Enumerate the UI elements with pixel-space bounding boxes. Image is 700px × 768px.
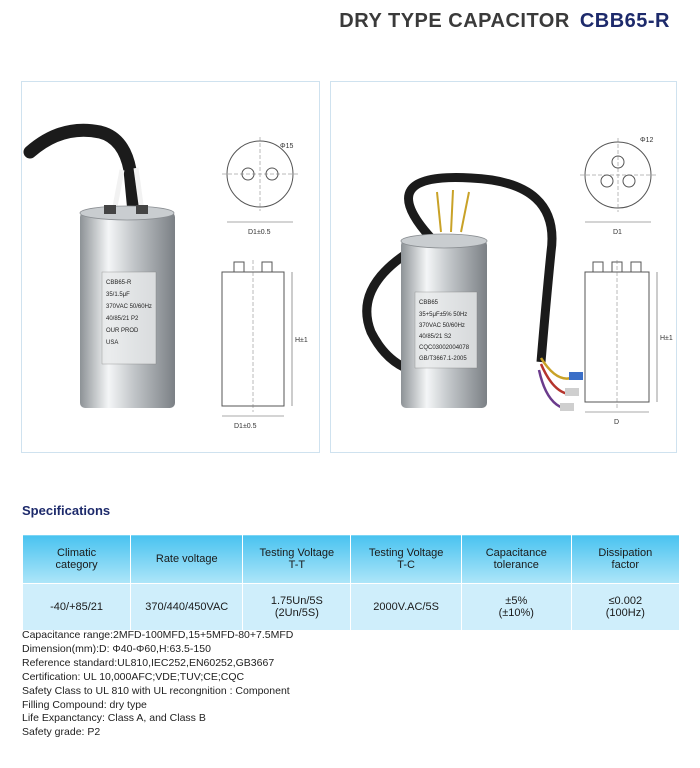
note-line: Certification: UL 10,000AFC;VDE;TUV;CE;CQC [22,670,245,683]
capacitor-can [401,234,487,408]
table-row [23,584,680,631]
cell-climatic: -40/+85/21 [23,584,131,631]
dim-side-height: H±1 [295,337,308,344]
title-model: CBB65-R [579,10,670,32]
dim-top: Φ15 [280,143,294,150]
label-line: 370VAC 50/60Hz [106,304,152,310]
col-header-tt: Testing Voltage T-T [243,535,351,584]
title-main: DRY TYPE CAPACITOR [339,10,570,32]
note-line: Dimension(mm):D: Φ40-Φ60,H:63.5-150 [22,642,211,655]
label-line: 40/85/21 S2 [419,334,452,340]
page-title [339,10,670,33]
terminal-connector [569,372,583,380]
label-line: 370VAC 50/60Hz [419,323,465,329]
note-line: Life Expanctancy: Class A, and Class B [22,712,206,725]
dim-side-width: D [614,419,620,426]
note-line: Reference standard:UL810,IEC252,EN60252,GB3667 [22,656,275,669]
label-line: CBB65-R [106,280,132,286]
dim-side-height: H±1 [660,335,673,342]
note-line: Safety grade: P2 [22,726,101,739]
capacitor-can [80,205,175,408]
side-view-drawing [585,260,673,426]
label-line: 35/1.5μF [106,292,130,298]
col-header-tc: Testing Voltage T-C [351,535,462,584]
cell-capacitance: ±5% (±10%) [461,584,571,631]
cell-tt: 1.75Un/5S (2Un/5S) [243,584,351,631]
label-line: 35+5μF±5% 50Hz [419,312,468,318]
label-line: GB/T3667.1-2005 [419,356,467,362]
dim-top-width: D1 [613,229,622,236]
label-line: CBB65 [419,300,439,306]
cell-rate-voltage: 370/440/450VAC [131,584,243,631]
two-terminal-illustration [22,82,319,452]
cell-dissipation: ≤0.002 (100Hz) [571,584,679,631]
three-terminal-illustration [331,82,676,452]
product-panel-three-terminal [330,81,677,453]
specifications-heading: Specifications [22,503,111,518]
dim-side-width: D1±0.5 [234,423,257,430]
top-view-drawing [580,137,656,236]
note-line: Capacitance range:2MFD-100MFD,15+5MFD-80+7.5MFD [22,629,294,641]
dim-top-width: D1±0.5 [248,229,271,236]
table-header-row [23,535,680,584]
side-view-drawing [222,260,308,430]
col-header-dissipation: Dissipation factor [571,535,679,584]
cell-tc: 2000V.AC/5S [351,584,462,631]
col-header-rate-voltage: Rate voltage [131,535,243,584]
terminal-connector [565,388,579,396]
top-view-drawing [222,137,298,236]
note-line: Safety Class to UL 810 with UL recongnition : Component [22,684,290,697]
label-line: OUR PROD [106,328,139,334]
label-line: 40/85/21 P2 [106,316,139,322]
col-header-capacitance: Capacitance tolerance [461,535,571,584]
label-line: USA [106,340,119,346]
dim-top: Φ12 [640,137,654,144]
product-panel-two-terminal [21,81,320,453]
terminal-connector [560,403,574,411]
col-header-climatic: Climatic category [23,535,131,584]
note-line: Filling Compound: dry type [22,698,147,711]
spec-notes [22,629,293,740]
label-line: CQC03002004078 [419,345,470,351]
specifications-table [22,534,680,631]
